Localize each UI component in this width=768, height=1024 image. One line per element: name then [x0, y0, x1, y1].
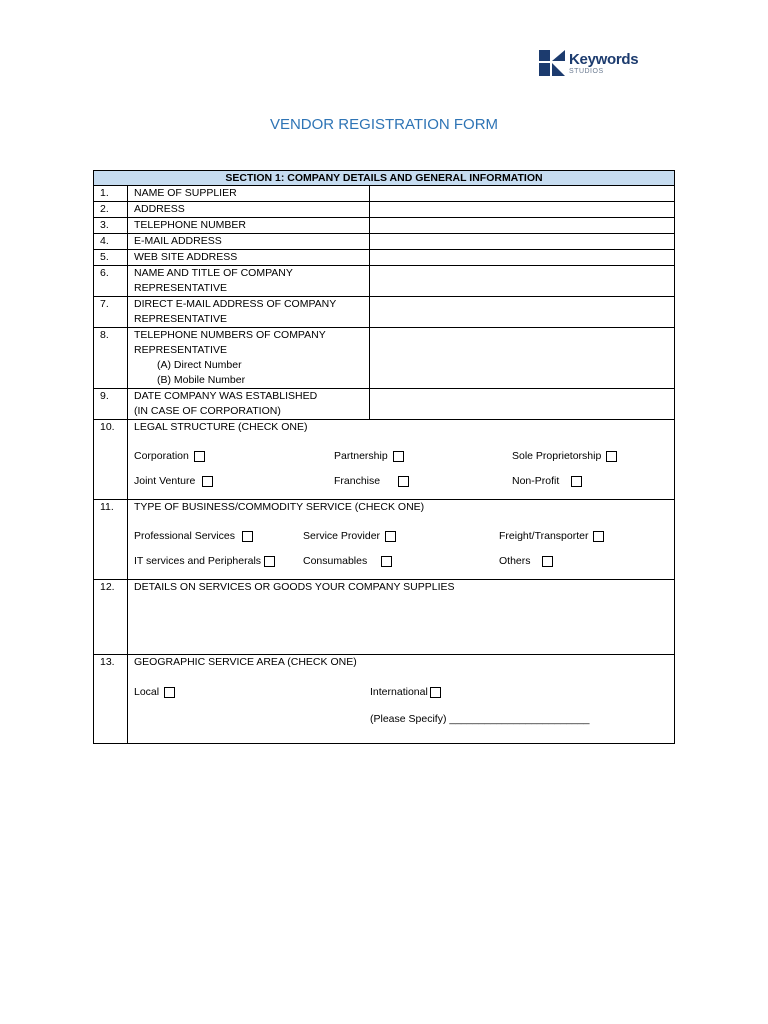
- table-row: [94, 202, 675, 218]
- table-row: [94, 500, 675, 580]
- please-specify-field[interactable]: (Please Specify) ________________________: [370, 713, 590, 725]
- option-corporation[interactable]: Corporation: [134, 449, 205, 464]
- row-number: 2.: [94, 202, 128, 218]
- checkbox[interactable]: [542, 556, 553, 567]
- checkbox[interactable]: [606, 451, 617, 462]
- field-label: DIRECT E-MAIL ADDRESS OF COMPANY REPRESENTATIVE: [128, 297, 370, 328]
- option-joint-venture[interactable]: Joint Venture: [134, 474, 213, 489]
- form-title: VENDOR REGISTRATION FORM: [269, 116, 499, 133]
- table-row: [94, 580, 675, 655]
- row-number: 1.: [94, 186, 128, 202]
- logo-subtitle: STUDIOS: [569, 67, 604, 75]
- legal-structure-cell: [128, 420, 675, 500]
- row-number: 12.: [94, 580, 128, 655]
- field-label: TELEPHONE NUMBERS OF COMPANY REPRESENTATIVE (A) Direct Number (B) Mobile Number: [128, 328, 370, 389]
- field-label: WEB SITE ADDRESS: [128, 250, 370, 266]
- row-number: 4.: [94, 234, 128, 250]
- option-freight-transporter[interactable]: Freight/Transporter: [499, 529, 604, 544]
- field-label: NAME AND TITLE OF COMPANY REPRESENTATIVE: [128, 266, 370, 297]
- field-label: E-MAIL ADDRESS: [128, 234, 370, 250]
- business-type-cell: [128, 500, 675, 580]
- table-row: [94, 389, 675, 420]
- option-consumables[interactable]: Consumables: [303, 554, 392, 569]
- table-row: [94, 297, 675, 328]
- checkbox[interactable]: [164, 687, 175, 698]
- address-field[interactable]: [370, 202, 675, 218]
- row-number: 3.: [94, 218, 128, 234]
- section-header: SECTION 1: COMPANY DETAILS AND GENERAL INFORMATION: [94, 171, 675, 186]
- row-number: 7.: [94, 297, 128, 328]
- checkbox[interactable]: [593, 531, 604, 542]
- geographic-area-label: GEOGRAPHIC SERVICE AREA (CHECK ONE): [134, 656, 357, 668]
- checkbox[interactable]: [430, 687, 441, 698]
- business-type-label: TYPE OF BUSINESS/COMMODITY SERVICE (CHECK ONE): [134, 501, 425, 513]
- representative-phone-field[interactable]: [370, 328, 675, 389]
- checkbox[interactable]: [264, 556, 275, 567]
- row-number: 6.: [94, 266, 128, 297]
- direct-number-label: (A) Direct Number: [157, 359, 242, 371]
- logo-mark-icon: [539, 50, 565, 76]
- option-local[interactable]: Local: [134, 685, 175, 700]
- email-field[interactable]: [370, 234, 675, 250]
- details-cell[interactable]: [128, 580, 675, 655]
- option-franchise[interactable]: Franchise: [334, 474, 409, 489]
- checkbox[interactable]: [381, 556, 392, 567]
- row-number: 10.: [94, 420, 128, 500]
- option-non-profit[interactable]: Non-Profit: [512, 474, 582, 489]
- table-row: [94, 186, 675, 202]
- row-number: 13.: [94, 655, 128, 744]
- field-label: TELEPHONE NUMBER: [128, 218, 370, 234]
- field-label: DATE COMPANY WAS ESTABLISHED (IN CASE OF CORPORATION): [128, 389, 370, 420]
- field-label: ADDRESS: [128, 202, 370, 218]
- table-row: [94, 266, 675, 297]
- telephone-field[interactable]: [370, 218, 675, 234]
- checkbox[interactable]: [398, 476, 409, 487]
- checkbox[interactable]: [393, 451, 404, 462]
- row-number: 11.: [94, 500, 128, 580]
- row-number: 9.: [94, 389, 128, 420]
- details-label: DETAILS ON SERVICES OR GOODS YOUR COMPANY SUPPLIES: [134, 581, 455, 593]
- keywords-studios-logo: [539, 50, 638, 76]
- website-field[interactable]: [370, 250, 675, 266]
- checkbox[interactable]: [571, 476, 582, 487]
- vendor-registration-table: [93, 170, 675, 744]
- table-row: [94, 250, 675, 266]
- mobile-number-label: (B) Mobile Number: [157, 374, 246, 386]
- row-number: 8.: [94, 328, 128, 389]
- supplier-name-field[interactable]: [370, 186, 675, 202]
- row-number: 5.: [94, 250, 128, 266]
- option-service-provider[interactable]: Service Provider: [303, 529, 396, 544]
- option-international[interactable]: International: [370, 685, 441, 700]
- date-established-field[interactable]: [370, 389, 675, 420]
- checkbox[interactable]: [385, 531, 396, 542]
- table-row: [94, 655, 675, 744]
- representative-email-field[interactable]: [370, 297, 675, 328]
- option-partnership[interactable]: Partnership: [334, 449, 404, 464]
- field-label: NAME OF SUPPLIER: [128, 186, 370, 202]
- option-professional-services[interactable]: Professional Services: [134, 529, 253, 544]
- checkbox[interactable]: [242, 531, 253, 542]
- checkbox[interactable]: [194, 451, 205, 462]
- legal-structure-label: LEGAL STRUCTURE (CHECK ONE): [134, 421, 308, 433]
- table-row: [94, 328, 675, 389]
- logo-name: Keywords: [569, 50, 639, 68]
- table-row: [94, 234, 675, 250]
- option-others[interactable]: Others: [499, 554, 553, 569]
- table-row: [94, 420, 675, 500]
- checkbox[interactable]: [202, 476, 213, 487]
- representative-name-field[interactable]: [370, 266, 675, 297]
- table-row: [94, 218, 675, 234]
- option-it-services[interactable]: IT services and Peripherals: [134, 554, 275, 569]
- geographic-area-cell: [128, 655, 675, 744]
- option-sole-proprietorship[interactable]: Sole Proprietorship: [512, 449, 617, 464]
